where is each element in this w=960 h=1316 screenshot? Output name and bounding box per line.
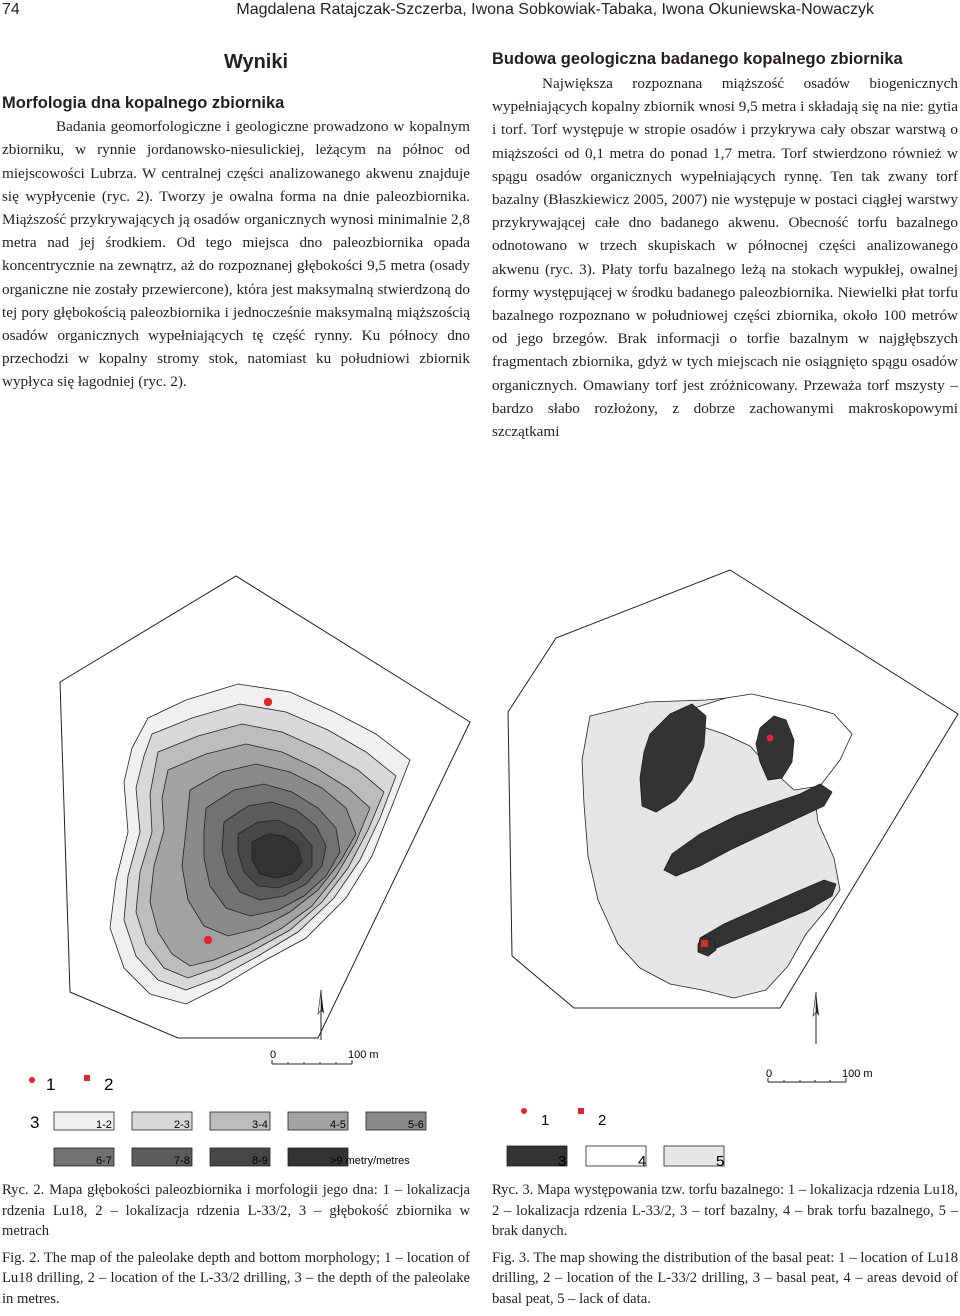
l33-2-drilling-marker: [204, 936, 212, 944]
scale-zero-label: 0: [270, 1049, 277, 1061]
basal-peat-legend: [507, 1108, 724, 1170]
lu18-drilling-marker-fig3: [766, 734, 773, 741]
running-header-authors: Magdalena Ratajczak-Szczerba, Iwona Sobkowiak-Tabaka, Iwona Okuniewska-Nowaczyk: [236, 1, 874, 18]
legend-lu18-marker-fig3: [521, 1108, 527, 1114]
depth-class-label-9: >9 metry/metres: [330, 1155, 410, 1167]
legend-l33-2-marker: [84, 1075, 90, 1081]
body-paragraph-morphology: Badania geomorfologiczne i geologiczne prowadzono w kopalnym zbiorniku, w rynnie jordanowsko-niesulickiej, leżącym na północ od miejscowości Lubrza. W centralnej części analizowanego akwenu znajduje się wypłycenie (ryc. 2). Tworzy je owalna forma na dnie paleozbiornika. Miąższość przykrywających ją osadów organicznych wynosi minimalnie 2,8 metra nad jej środkiem. Od tego miejsca dno paleozbiornika opada koncentrycznie na zewnątrz, aż do rozpoznanej głębokości 9,5 metra (osady organiczne nie zostały przewiercone), która jest maksymalną stwierdzoną do tej pory głębokością paleozbiornika i jednocześnie maksymalną miąższością osadów organicznych wypełniających tę część rynny. Ku północy dno przechodzi w kopalny stromy stok, natomiast ku południowi zbiornik wypłyca się łagodniej (ryc. 2).: [2, 118, 470, 391]
figures-area: [0, 560, 960, 1180]
body-paragraph-geology: Największa rozpoznana miąższość osadów biogenicznych wypełniających kopalny zbiornik wnosi 9,5 metra i składają się na nie: gytia i torf. Torf występuje w stropie osadów i przykrywa cały obszar warstwą o miąższości od 0,1 metra do ponad 1,7 metra. Torf stwierdzono również w spągu osadów organicznych wypełniających rynnę. Ten tak zwany torf bazalny (Błaszkiewicz 2005, 2007) nie występuje w postaci ciągłej warstwy przykrywającej całe dno badanego akwenu. Obecność torfu bazalnego odnotowano w trzech skupiskach w północnej części analizowanego akwenu (ryc. 3). Płaty torfu bazalnego leżą na stokach wypukłej, owalnej formy występującej w środku badanego paleozbiornika. Niewielki płat torfu bazalnego rozpoznano w południowej części zbiornika, około 100 metrów od jego brzegów. Brak informacji o torfie bazalnym w najgłębszych fragmentach zbiornika, gdyż w tych miejscach nie osiągnięto spągu osadów organicznych. Omawiany torf jest zróżnicowany. Przeważa torf mszysty – bardzo słabo rozłożony, z dobrze zachowanymi makroskopowymi szczątkami: [492, 75, 958, 441]
north-arrow-fig3: [813, 992, 819, 1044]
legend-no-basal-peat-label: 4: [638, 1153, 647, 1170]
scale-bar: [270, 1049, 379, 1064]
legend-marker-1-label: 1: [46, 1075, 56, 1094]
legend-lu18-marker: [29, 1077, 35, 1083]
figure-3-caption: [492, 1180, 958, 1316]
figure-3-caption-pl: Ryc. 3. Mapa występowania tzw. torfu bazalnego: 1 – lokalizacja rdzenia Lu18, 2 – lokalizacja rdzenia L-33/2, 3 – torf bazalny, 4 – brak torfu bazalnego, 5 – brak danych.: [492, 1182, 958, 1240]
section-title: Wyniki: [223, 51, 289, 73]
figure-2-caption-en: Fig. 2. The map of the paleolake depth and bottom morphology; 1 – location of Lu18 drilling, 2 – location of the L-33/2 drilling, 3 – the depth of the paleolake in metres.: [2, 1249, 470, 1307]
depth-class-label-7: 7-8: [174, 1155, 190, 1167]
left-text-column: [2, 48, 470, 394]
depth-class-swatches: [54, 1112, 426, 1167]
lu18-drilling-marker: [264, 698, 272, 706]
running-header: [0, 0, 960, 24]
figure-2-caption: [2, 1180, 470, 1316]
depth-legend: [29, 1075, 426, 1167]
depth-class-label-1: 1-2: [96, 1119, 112, 1131]
legend-l33-2-marker-fig3: [578, 1108, 584, 1114]
legend-basal-peat-label: 3: [558, 1153, 567, 1170]
l33-2-drilling-marker-fig3: [701, 940, 708, 947]
depth-class-label-6: 6-7: [96, 1155, 112, 1167]
subsection-title-morphology: Morfologia dna kopalnego zbiornika: [2, 94, 285, 113]
depth-class-label-4: 4-5: [330, 1119, 346, 1131]
legend-no-data-label: 5: [716, 1153, 725, 1170]
figure-3-caption-en: Fig. 3. The map showing the distribution of the basal peat: 1 – location of Lu18 drilling, 2 – location of the L-33/2 drilling, 3 – basal peat, 4 – areas devoid of basal peat, 5 – lack of data.: [492, 1249, 958, 1307]
depth-map: [60, 576, 470, 1038]
scale-bar-fig3: [766, 1068, 873, 1082]
legend-no-basal-peat-swatch: [586, 1146, 646, 1166]
scale-distance-label-fig3: 100 m: [842, 1068, 873, 1080]
depth-class-label-2: 2-3: [174, 1119, 190, 1131]
legend-no-data-swatch: [664, 1146, 724, 1166]
legend-marker-2-label-fig3: 2: [598, 1112, 607, 1129]
basal-peat-map: [508, 570, 958, 1008]
depth-class-label-3: 3-4: [252, 1119, 268, 1131]
scale-zero-label-fig3: 0: [766, 1068, 773, 1080]
scale-distance-label: 100 m: [348, 1049, 379, 1061]
legend-marker-2-label: 2: [104, 1075, 114, 1094]
figure-2-caption-pl: Ryc. 2. Mapa głębokości paleozbiornika i morfologii jego dna: 1 – lokalizacja rdzenia Lu18, 2 – lokalizacja rdzenia L-33/2, 3 – głębokość zbiornika w metrach: [2, 1182, 470, 1240]
subsection-title-geology: Budowa geologiczna badanego kopalnego zbiornika: [492, 50, 903, 68]
north-arrow: [318, 990, 324, 1040]
depth-class-label-5: 5-6: [408, 1119, 424, 1131]
legend-depth-label: 3: [30, 1113, 40, 1132]
depth-class-label-8: 8-9: [252, 1155, 268, 1167]
right-text-column: [492, 48, 958, 443]
page-number: 74: [2, 1, 20, 18]
legend-marker-1-label-fig3: 1: [541, 1112, 550, 1129]
